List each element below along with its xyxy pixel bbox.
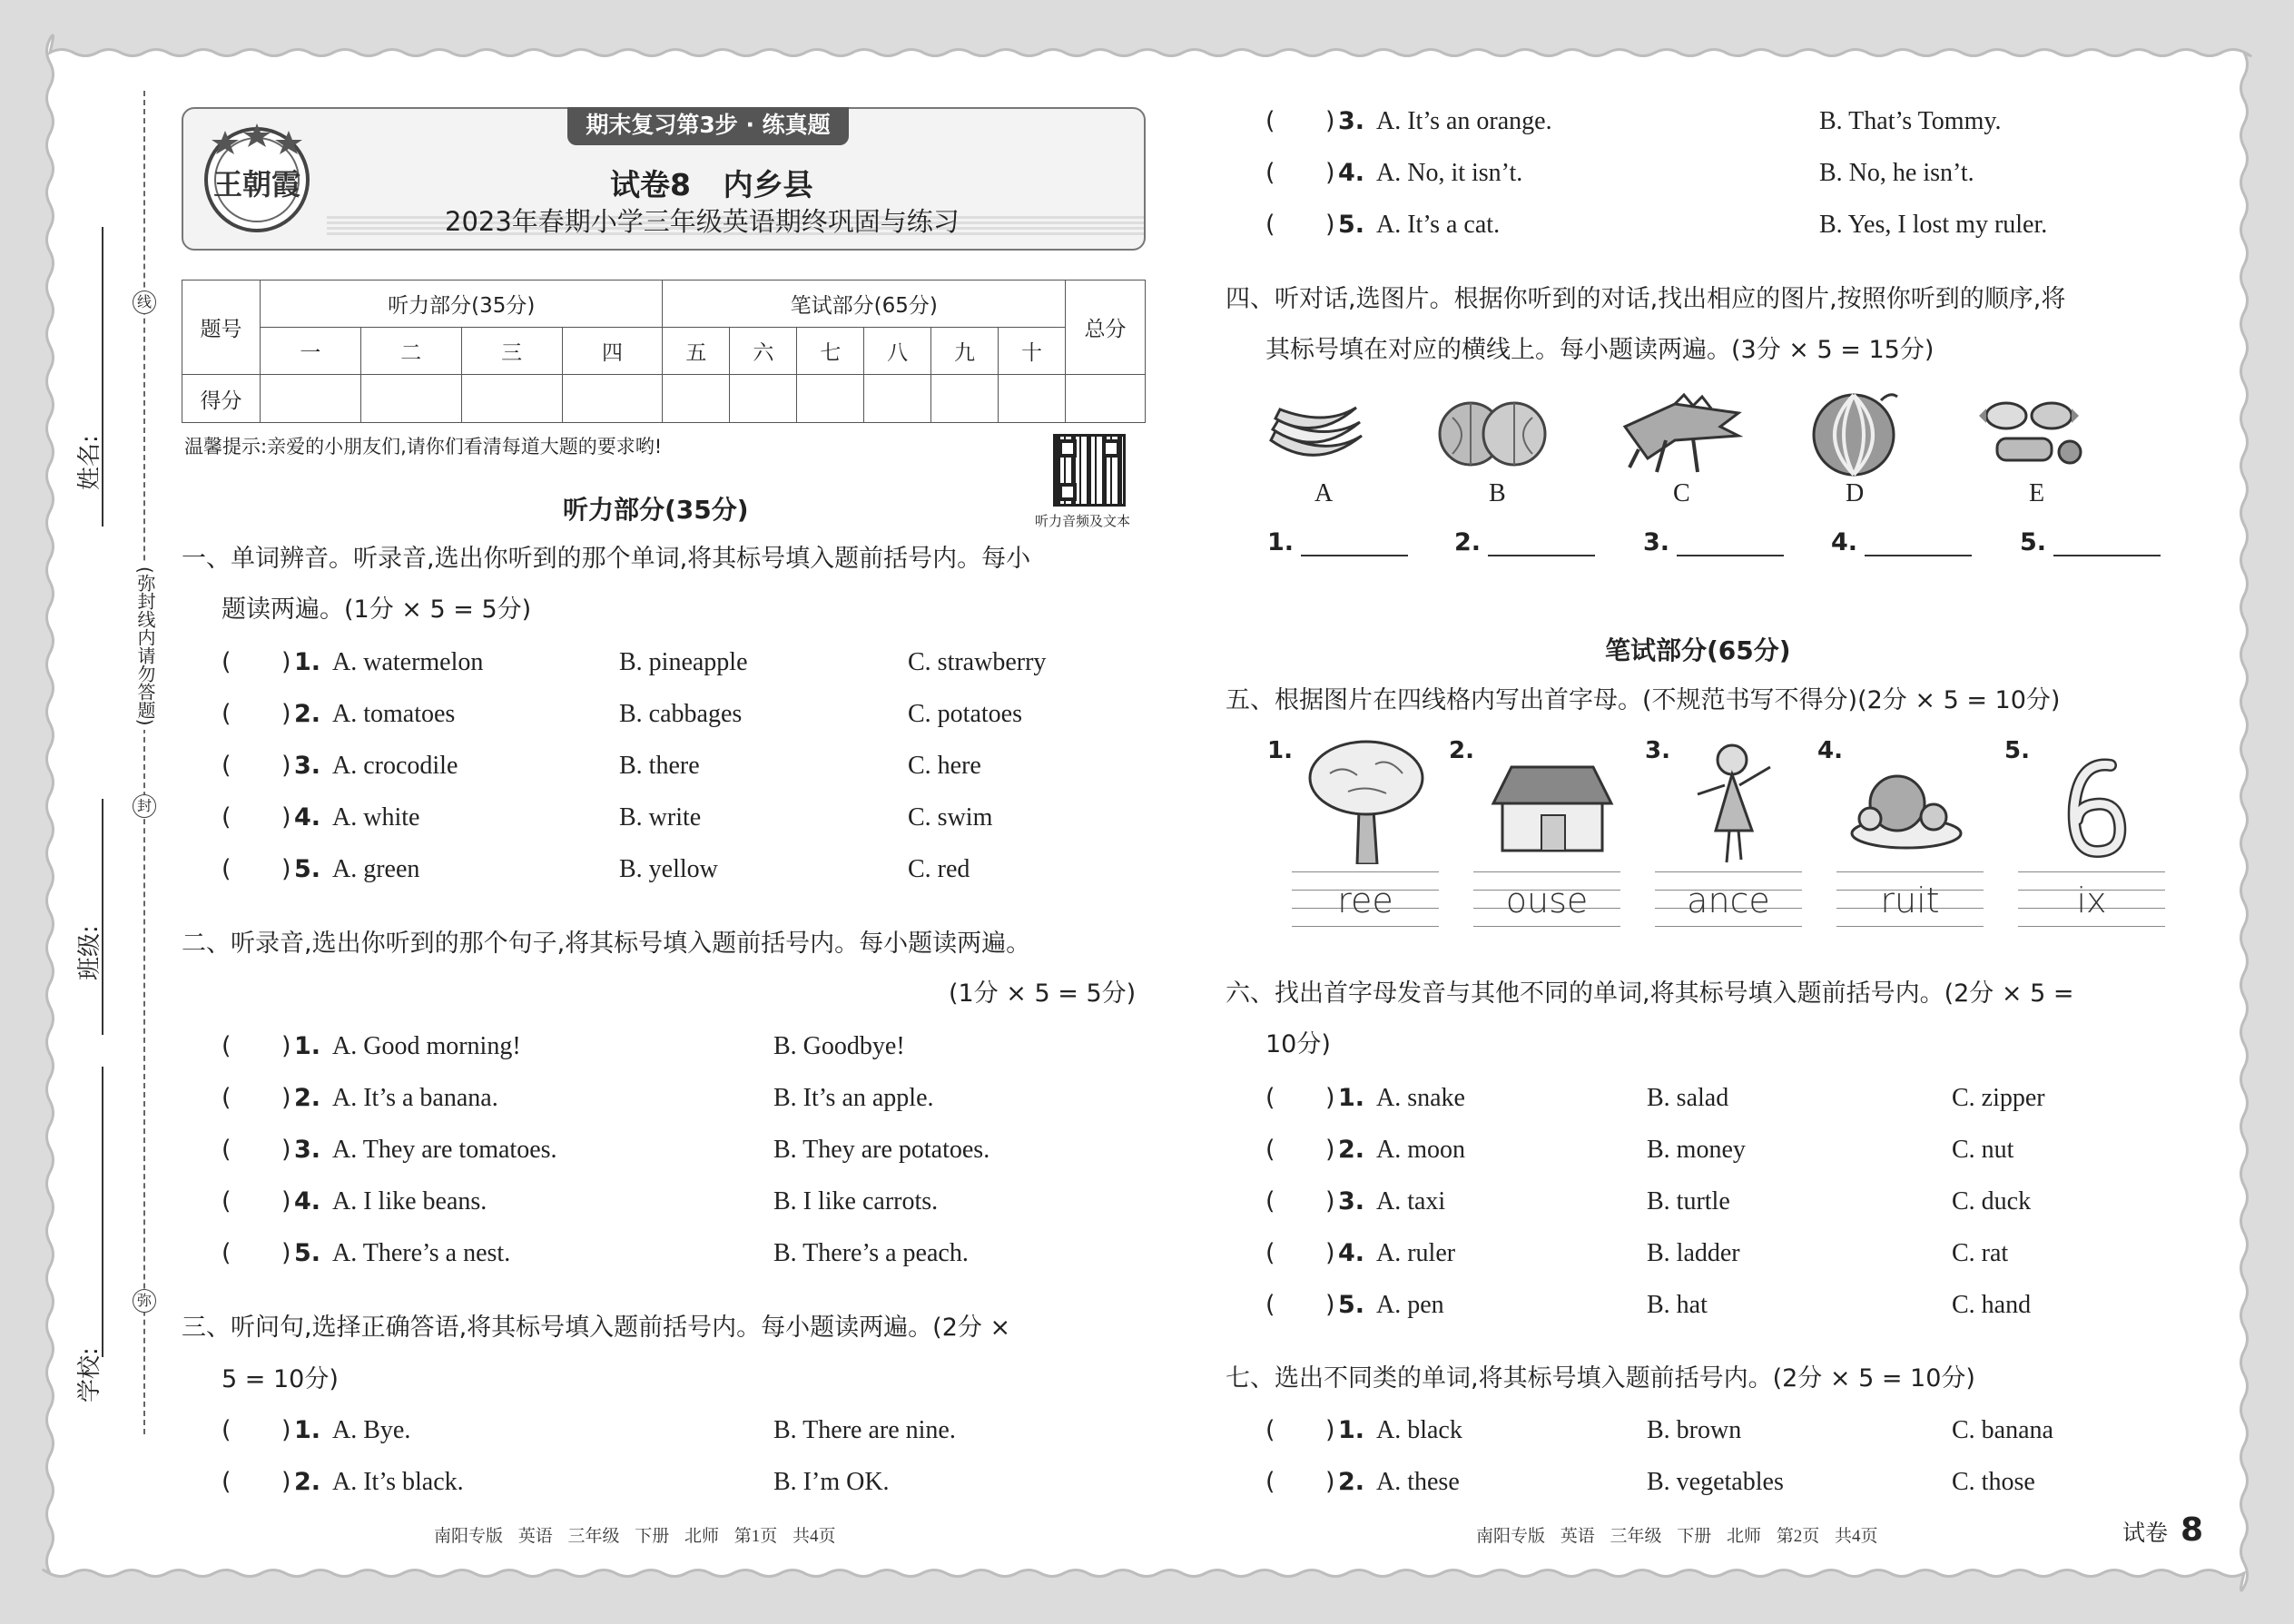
section-1-title: 一、单词辨音。听录音,选出你听到的那个单词,将其标号填入题前括号内。每小 [182,545,1031,573]
answer-bracket-close: ) [281,803,291,832]
answer-bracket-close: ) [281,1084,291,1112]
answer-blank-row [1831,528,1972,556]
option-a: A. crocodile [332,752,458,780]
question-row [222,645,1220,681]
answer-bracket[interactable]: ( [1265,1468,1275,1496]
school-label: 学校: [76,1347,103,1403]
question-number: 3. [294,1136,321,1164]
crocodile-picture [1620,386,1743,477]
question-row [222,800,1220,836]
bananas-picture [1262,386,1371,477]
answer-bracket[interactable]: ( [222,648,231,676]
answer-bracket[interactable]: ( [222,1032,231,1060]
option-b: B. There are nine. [773,1416,956,1444]
option-c: C. swim [908,803,993,832]
section-2-title: 二、听录音,选出你听到的那个句子,将其标号填入题前括号内。每小题读两遍。 [182,930,1031,958]
answer-bracket[interactable]: ( [222,803,231,832]
question-number: 1. [294,1032,321,1060]
score-col: 五 [663,328,730,375]
question-row [222,1464,1220,1501]
score-col: 二 [360,328,461,375]
option-a: A. pen [1376,1291,1444,1319]
paper-label: 试卷 [2122,1520,2169,1546]
blank-number: 3. [1643,528,1670,556]
score-col: 四 [562,328,663,375]
answer-blank[interactable] [1865,531,1972,556]
answer-blank-row [2020,528,2161,556]
question-row [222,1080,1220,1117]
watermelon-picture [1807,386,1906,477]
option-b: B. cabbages [619,700,743,728]
option-a: A. I like beans. [332,1187,487,1216]
question-row [222,851,1220,888]
option-b: B. vegetables [1647,1468,1784,1496]
word-stem: ruit [1880,881,1940,920]
answer-bracket-close: ) [1325,211,1335,239]
line-mark: 线 [133,290,156,314]
option-b: B. Goodbye! [773,1032,905,1060]
option-a: A. snake [1376,1084,1465,1112]
option-b: B. salad [1647,1084,1729,1112]
item-number: 4. [1817,737,1843,764]
question-row [222,748,1220,784]
score-cell[interactable] [663,375,730,423]
section-7-title: 七、选出不同类的单词,将其标号填入题前括号内。(2分 × 5 = 10分) [1226,1364,1975,1393]
option-b: B. money [1647,1136,1746,1164]
option-b: B. That’s Tommy. [1819,107,2002,135]
exam-subtitle: 2023年春期小学三年级英语期终巩固与练习 [445,206,960,237]
question-row [222,1132,1220,1168]
question-row [1265,103,2264,140]
question-number: 2. [294,700,321,728]
answer-bracket[interactable]: ( [222,1136,231,1164]
question-number: 5. [1338,1291,1365,1319]
class-label: 班级: [76,925,103,980]
option-a: A. ruler [1376,1239,1456,1267]
answer-bracket-close: ) [281,1468,291,1496]
blank-number: 4. [1831,528,1858,556]
house-picture [1489,763,1616,853]
four-line-grid[interactable] [1473,871,1620,931]
exam-number: 试卷8 [610,167,691,202]
option-c: C. strawberry [908,648,1047,676]
question-number: 4. [294,1187,321,1216]
score-col: 九 [931,328,999,375]
picture-label: D [1846,479,1865,507]
question-number: 3. [1338,1187,1365,1216]
header-banner: 期末复习第3步 · 练真题 [567,107,849,145]
option-a: A. tomatoes [332,700,456,728]
section-4-title: 四、听对话,选图片。根据你听到的对话,找出相应的图片,按照你听到的顺序,将 [1226,285,2066,313]
answer-bracket-close: ) [281,1136,291,1164]
answer-bracket[interactable]: ( [1265,1239,1275,1267]
word-stem: ouse [1505,881,1589,920]
answer-bracket[interactable]: ( [222,1187,231,1216]
option-b: B. there [619,752,700,780]
answer-bracket-close: ) [1325,1084,1335,1112]
question-number: 1. [1338,1084,1365,1112]
picture-label: C [1673,479,1690,507]
option-c: C. zipper [1952,1084,2045,1112]
question-number: 2. [294,1084,321,1112]
score-cell[interactable] [1066,375,1146,423]
footer-right: 南阳专版 英语 三年级 下册 北师 第2页 共4页 [1476,1527,1878,1546]
item-number: 1. [1267,737,1293,764]
option-a: A. green [332,855,420,883]
answer-bracket-close: ) [281,1187,291,1216]
footer-left: 南阳专版 英语 三年级 下册 北师 第1页 共4页 [434,1527,836,1546]
answer-blank[interactable] [2053,531,2161,556]
answer-bracket[interactable]: ( [222,1239,231,1267]
option-b: B. They are potatoes. [773,1136,990,1164]
answer-bracket[interactable]: ( [1265,1187,1275,1216]
option-a: A. black [1376,1416,1462,1444]
score-col: 十 [999,328,1066,375]
section-6-title-2: 10分) [1265,1030,1331,1058]
question-row [1265,1235,2264,1272]
score-cell[interactable] [931,375,999,423]
item-number: 5. [2004,737,2030,764]
question-number: 1. [294,1416,321,1444]
item-number: 2. [1449,737,1474,764]
answer-bracket-close: ) [281,700,291,728]
section-3-title: 三、听问句,选择正确答语,将其标号填入题前括号内。每小题读两遍。(2分 × [182,1314,1011,1342]
answer-bracket-close: ) [281,648,291,676]
listening-title: 听力部分(35分) [563,495,749,525]
question-row [1265,1412,2264,1449]
score-cell[interactable] [360,375,461,423]
question-row [1265,1132,2264,1168]
option-a: A. Good morning! [332,1032,521,1060]
option-c: C. duck [1952,1187,2032,1216]
answer-bracket-close: ) [281,1239,291,1267]
score-col: 八 [864,328,931,375]
four-line-grid[interactable] [1292,871,1439,931]
question-number: 5. [294,855,321,883]
tree-picture [1303,737,1430,864]
score-cell[interactable] [461,375,562,423]
option-b: B. It’s an apple. [773,1084,934,1112]
tip-text: 温馨提示:亲爱的小朋友们,请你们看清每道大题的要求哟! [184,436,663,458]
total-header: 总分 [1066,281,1146,375]
word-stem: ix [2076,881,2107,920]
answer-bracket[interactable]: ( [1265,1136,1275,1164]
question-number: 2. [1338,1136,1365,1164]
score-row-label: 得分 [182,375,261,423]
blank-number: 1. [1267,528,1295,556]
fruit-plate-picture [1847,763,1965,853]
word-stem: ree [1337,881,1393,920]
question-row [222,1029,1220,1065]
option-b: B. yellow [619,855,718,883]
answer-bracket-close: ) [281,855,291,883]
answer-bracket[interactable]: ( [222,752,231,780]
question-number: 5. [1338,211,1365,239]
score-col: 七 [797,328,864,375]
option-c: C. here [908,752,981,780]
mi-mark: 弥 [133,1289,156,1313]
score-cell[interactable] [797,375,864,423]
question-row [1265,207,2264,243]
option-a: A. It’s a banana. [332,1084,498,1112]
question-row [222,1235,1220,1272]
answer-bracket[interactable]: ( [1265,211,1275,239]
four-line-grid[interactable] [1836,871,1984,931]
question-row [222,1184,1220,1220]
option-a: A. watermelon [332,648,484,676]
picture-label: E [2029,479,2045,507]
question-row [1265,1080,2264,1117]
question-number: 1. [294,648,321,676]
qnum-label: 题号 [182,281,261,375]
answer-bracket-close: ) [1325,107,1335,135]
onions-picture [1434,390,1552,472]
answer-bracket-close: ) [281,1416,291,1444]
score-cell[interactable] [562,375,663,423]
item-number: 3. [1645,737,1670,764]
answer-bracket[interactable]: ( [1265,107,1275,135]
logo-seal [198,118,316,236]
option-a: A. It’s an orange. [1376,107,1552,135]
option-a: A. white [332,803,420,832]
score-col: 六 [730,328,797,375]
blank-number: 2. [1454,528,1482,556]
section-2-title-2: (1分 × 5 = 5分) [949,979,1137,1008]
question-number: 2. [1338,1468,1365,1496]
answer-bracket[interactable]: ( [1265,1291,1275,1319]
question-number: 4. [1338,159,1365,187]
option-a: A. They are tomatoes. [332,1136,557,1164]
answer-bracket-close: ) [1325,1291,1335,1319]
option-b: B. I like carrots. [773,1187,939,1216]
option-a: A. taxi [1376,1187,1446,1216]
option-b: B. pineapple [619,648,748,676]
question-number: 2. [294,1468,321,1496]
answer-bracket-close: ) [281,1032,291,1060]
name-label: 姓名: [76,435,103,490]
score-col: 三 [461,328,562,375]
answer-bracket-close: ) [281,752,291,780]
answer-bracket[interactable]: ( [222,1416,231,1444]
answer-blank[interactable] [1677,531,1784,556]
answer-blank[interactable] [1488,531,1595,556]
logo-text: 王朝霞 [212,167,300,202]
answer-bracket-close: ) [1325,1416,1335,1444]
option-b: B. brown [1647,1416,1742,1444]
exam-region: 内乡县 [723,167,813,202]
option-c: C. hand [1952,1291,2032,1319]
option-b: B. ladder [1647,1239,1740,1267]
question-number: 5. [294,1239,321,1267]
answer-bracket[interactable]: ( [222,855,231,883]
picture-label: B [1489,479,1506,507]
writing-header: 笔试部分(65分) [663,281,1066,328]
option-b: B. Yes, I lost my ruler. [1819,211,2048,239]
answer-blank-row [1267,528,1408,556]
option-a: A. It’s a cat. [1376,211,1501,239]
paper-number: 8 [2180,1511,2204,1549]
word-stem: ance [1687,881,1770,920]
section-6-title: 六、找出首字母发音与其他不同的单词,将其标号填入题前括号内。(2分 × 5 = [1226,979,2074,1008]
option-b: B. turtle [1647,1187,1730,1216]
answer-bracket[interactable]: ( [222,700,231,728]
option-a: A. these [1376,1468,1460,1496]
question-row [1265,1184,2264,1220]
blank-number: 5. [2020,528,2047,556]
section-5-title: 五、根据图片在四线格内写出首字母。(不规范书写不得分)(2分 × 5 = 10分) [1226,686,2061,714]
question-number: 4. [1338,1239,1365,1267]
score-cell[interactable] [261,375,361,423]
answer-bracket-close: ) [1325,1468,1335,1496]
option-c: C. those [1952,1468,2035,1496]
answer-bracket-close: ) [1325,1136,1335,1164]
question-row [1265,1464,2264,1501]
answer-bracket-close: ) [1325,1239,1335,1267]
answer-bracket[interactable]: ( [222,1468,231,1496]
question-row [222,1412,1220,1449]
option-c: C. banana [1952,1416,2053,1444]
four-line-grid[interactable] [2018,871,2165,931]
binding-strip [73,91,172,1561]
answer-bracket[interactable]: ( [1265,159,1275,187]
question-number: 4. [294,803,321,832]
answer-blank[interactable] [1301,531,1408,556]
number-six-picture [2052,752,2133,861]
option-b: B. No, he isn’t. [1819,159,1974,187]
question-row [222,696,1220,733]
option-b: B. hat [1647,1291,1708,1319]
option-c: C. potatoes [908,700,1022,728]
option-a: A. moon [1376,1136,1465,1164]
score-cell[interactable] [864,375,931,423]
option-c: C. red [908,855,970,883]
score-table [182,280,1146,423]
section-3-title-2: 5 = 10分) [222,1365,339,1393]
option-a: A. It’s black. [332,1468,464,1496]
question-number: 3. [1338,107,1365,135]
question-number: 1. [1338,1416,1365,1444]
option-c: C. nut [1952,1136,2014,1164]
answer-bracket-close: ) [1325,159,1335,187]
score-col: 一 [261,328,361,375]
answer-bracket[interactable]: ( [222,1084,231,1112]
section-4-title-2: 其标号填在对应的横线上。每小题读两遍。(3分 × 5 = 15分) [1265,336,1935,364]
qr-code [1053,434,1126,507]
qr-caption: 听力音频及文本 [1035,513,1131,529]
answer-blank-row [1454,528,1595,556]
question-number: 3. [294,752,321,780]
score-cell[interactable] [730,375,797,423]
option-a: A. Bye. [332,1416,411,1444]
score-cell[interactable] [999,375,1066,423]
sweets-picture [1970,389,2088,479]
answer-bracket-close: ) [1325,1187,1335,1216]
option-b: B. I’m OK. [773,1468,890,1496]
listening-header: 听力部分(35分) [261,281,663,328]
writing-title: 笔试部分(65分) [1605,635,1791,665]
question-row [1265,155,2264,192]
option-a: A. There’s a nest. [332,1239,511,1267]
answer-blank-row [1643,528,1784,556]
seal-mark: 封 [133,794,156,818]
answer-bracket[interactable]: ( [1265,1084,1275,1112]
four-line-grid[interactable] [1655,871,1802,931]
picture-label: A [1314,479,1334,507]
answer-bracket[interactable]: ( [1265,1416,1275,1444]
question-row [1265,1287,2264,1324]
option-c: C. rat [1952,1239,2009,1267]
section-1-title-2: 题读两遍。(1分 × 5 = 5分) [222,595,532,624]
option-a: A. No, it isn’t. [1376,159,1523,187]
binding-warning: (弥封线内请勿答题) [134,563,156,730]
option-b: B. There’s a peach. [773,1239,969,1267]
dancer-picture [1689,740,1779,867]
option-b: B. write [619,803,702,832]
